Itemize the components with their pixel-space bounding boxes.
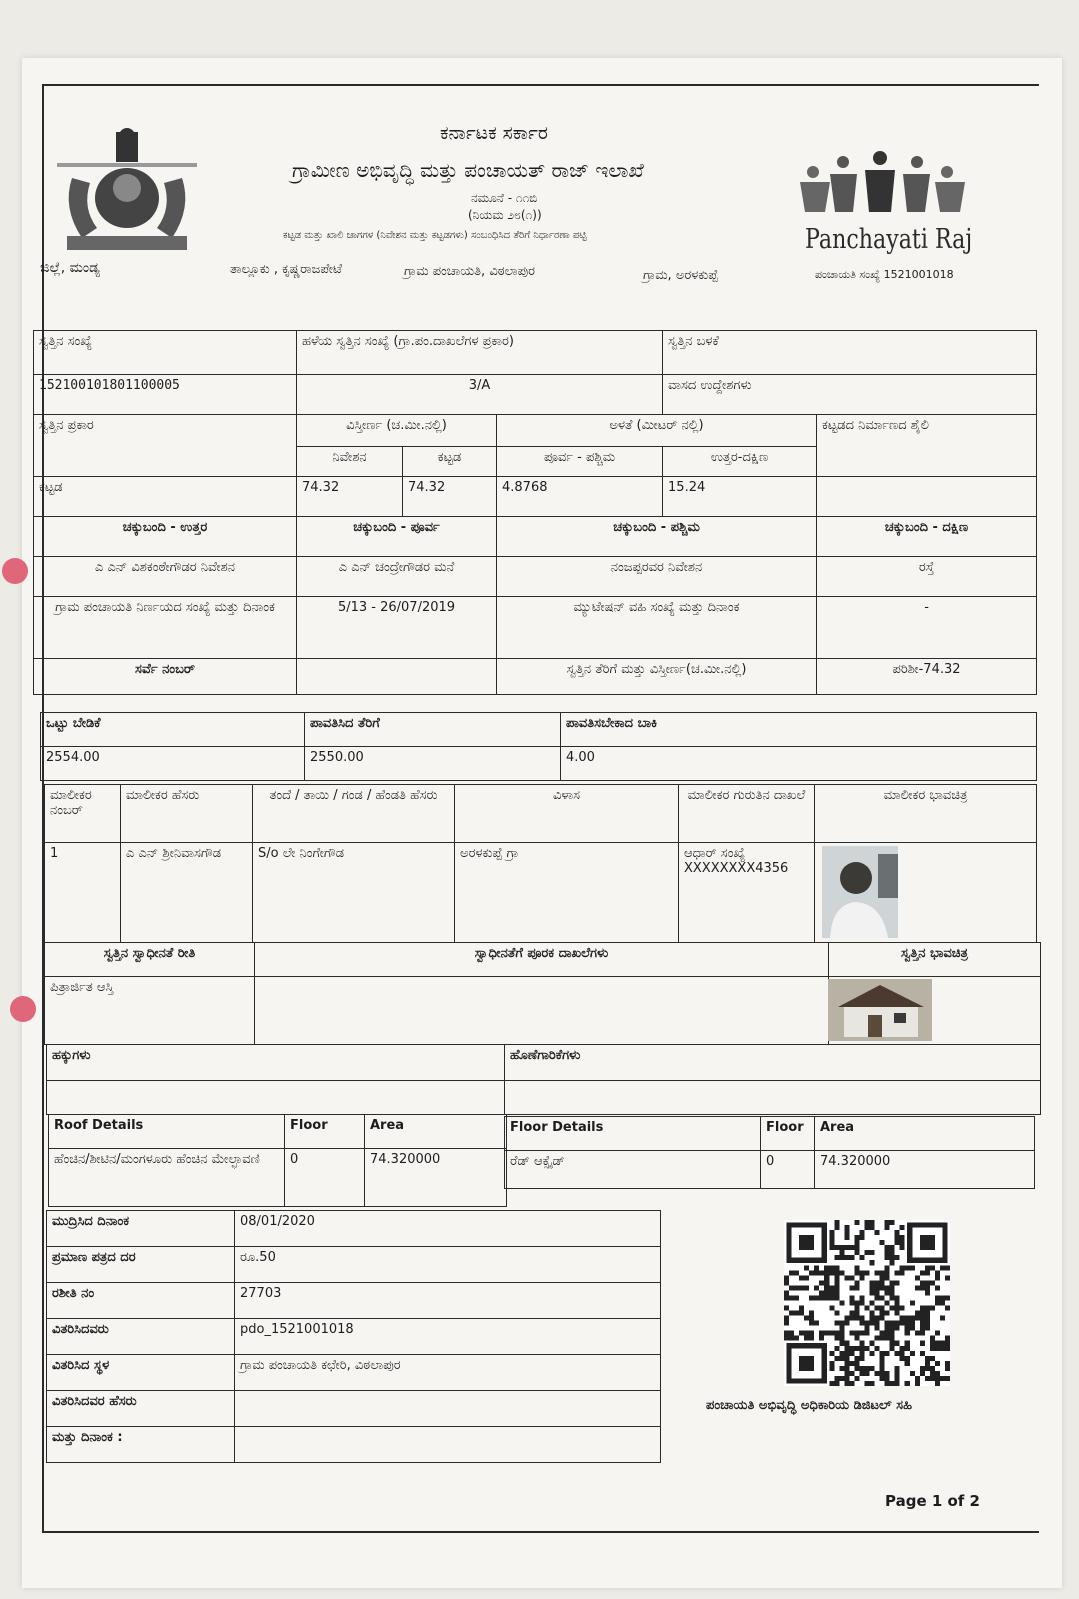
boundary-north-value: ಎ ಎನ್ ವಿಶಕಂಠೇಗೌಡರ ನಿವೇಶನ: [34, 557, 297, 597]
roof-floor-value: 0: [285, 1149, 365, 1207]
floor-floor-value: 0: [761, 1151, 815, 1189]
east-west-label: ಪೂರ್ವ - ಪಶ್ಚಿಮ: [497, 447, 663, 477]
floor-table: [504, 1116, 1035, 1189]
dimension-label: ಅಳತೆ (ಮೀಟರ್ ನಲ್ಲಿ): [497, 415, 817, 447]
owner-header-id: ಮಾಲೀಕರ ಗುರುತಿನ ದಾಖಲೆ: [679, 785, 815, 843]
floor-header-area: Area: [815, 1117, 1035, 1151]
payment-table: [40, 712, 1037, 781]
acquisition-docs-label: ಸ್ವಾಧೀನತೆಗೆ ಪೂರಕ ದಾಖಲೆಗಳು: [255, 943, 829, 977]
header-department: ಗ್ರಾಮೀಣ ಅಭಿವೃದ್ಧಿ ಮತ್ತು ಪಂಚಾಯತ್ ರಾಜ್ ಇಲಾಖೆ: [292, 158, 644, 182]
demand-label: ಒಟ್ಟು ಬೇಡಿಕೆ: [41, 713, 305, 747]
boundary-south-label: ಚಕ್ಕುಬಂದಿ - ದಕ್ಷಿಣ: [817, 517, 1037, 557]
mutation-label: ಮ್ಯುಟೇಷನ್ ವಹಿ ಸಂಖ್ಯೆ ಮತ್ತು ದಿನಾಂಕ: [497, 597, 817, 659]
roof-header-area: Area: [365, 1115, 507, 1149]
roof-header-floor: Floor: [285, 1115, 365, 1149]
rights-label: ಹಕ್ಕುಗಳು: [47, 1045, 505, 1081]
paid-label: ಪಾವತಿಸಿದ ತೆರಿಗೆ: [305, 713, 561, 747]
and-date-value: [235, 1427, 661, 1463]
fee-label: ಪ್ರಮಾಣ ಪತ್ರದ ದರ: [47, 1247, 235, 1283]
property-type-value: ಕಟ್ಟಡ: [34, 477, 297, 517]
east-west-value: 4.8768: [497, 477, 663, 517]
owner-header-relation: ತಂದೆ / ತಾಯಿ / ಗಂಡ / ಹೆಂಡತಿ ಹೆಸರು: [253, 785, 455, 843]
receipt-value: 27703: [235, 1283, 661, 1319]
header-district: ಜಿಲ್ಲೆ, ಮಂಡ್ಯ: [40, 260, 100, 276]
building-area-value: 74.32: [403, 477, 497, 517]
owner-number: 1: [45, 843, 121, 943]
acquisition-docs-value: [255, 977, 829, 1045]
owner-id-doc: ಆಧಾರ್ ಸಂಖ್ಯೆ XXXXXXXX4356: [679, 843, 815, 943]
owner-photo: [822, 846, 898, 938]
property-photo-label: ಸ್ವತ್ತಿನ ಭಾವಚಿತ್ರ: [829, 943, 1041, 977]
issuer-name-value: [235, 1391, 661, 1427]
roof-area-value: 74.320000: [365, 1149, 507, 1207]
tax-area-value: ಪರಿಶೀ-74.32: [817, 659, 1037, 695]
issue-place-label: ವಿತರಿಸಿದ ಸ್ಥಳ: [47, 1355, 235, 1391]
punch-hole-mark: [10, 996, 36, 1022]
issue-place-value: ಗ್ರಾಮ ಪಂಚಾಯತಿ ಕಛೇರಿ, ವಿಠಲಾಪುರ: [235, 1355, 661, 1391]
acquisition-method-value: ಪಿತ್ರಾರ್ಜಿತ ಆಸ್ತಿ: [45, 977, 255, 1045]
property-id-value: 152100101801100005: [34, 375, 297, 415]
and-date-label: ಮತ್ತು ದಿನಾಂಕ :: [47, 1427, 235, 1463]
acquisition-method-label: ಸ್ವತ್ತಿನ ಸ್ವಾಧೀನತೆ ರೀತಿ: [45, 943, 255, 977]
build-style-value: [817, 477, 1037, 517]
survey-value: [297, 659, 497, 695]
boundary-west-label: ಚಕ್ಕುಬಂದಿ - ಪಶ್ಚಿಮ: [497, 517, 817, 557]
balance-label: ಪಾವತಿಸಬೇಕಾದ ಬಾಕಿ: [561, 713, 1037, 747]
site-area-value: 74.32: [297, 477, 403, 517]
header-state: ಕರ್ನಾಟಕ ಸರ್ಕಾರ: [440, 122, 548, 144]
karnataka-emblem-icon: [52, 128, 202, 258]
header-taluk: ತಾಲ್ಲೂಕು , ಕೃಷ್ಣರಾಜಪೇಟೆ: [230, 262, 343, 277]
rights-table: [46, 1044, 1041, 1115]
page-number: Page 1 of 2: [885, 1492, 980, 1510]
building-label: ಕಟ್ಟಡ: [403, 447, 497, 477]
property-id-label: ಸ್ವತ್ತಿನ ಸಂಖ್ಯೆ: [34, 331, 297, 375]
gp-resolution-value: 5/13 - 26/07/2019: [297, 597, 497, 659]
north-south-label: ಉತ್ತರ-ದಕ್ಷಿಣ: [663, 447, 817, 477]
header-rule: (ನಿಯಮ ೨೮(೧)): [468, 208, 542, 222]
owner-header-address: ವಿಳಾಸ: [455, 785, 679, 843]
survey-label: ಸರ್ವೆ ನಂಬರ್: [34, 659, 297, 695]
owner-name: ಎ ಎನ್ ಶ್ರೀನಿವಾಸಗೌಡ: [121, 843, 253, 943]
property-photo: [828, 979, 932, 1041]
usage-value: ವಾಸದ ಉದ್ದೇಶಗಳು: [663, 375, 1037, 415]
owner-relation: S/o ಲೇ ನಿಂಗೇಗೌಡ: [253, 843, 455, 943]
balance-value: 4.00: [561, 747, 1037, 781]
boundary-west-value: ನಂಜಪ್ಪರವರ ನಿವೇಶನ: [497, 557, 817, 597]
roof-header-type: Roof Details: [49, 1115, 285, 1149]
owner-header-name: ಮಾಲೀಕರ ಹೆಸರು: [121, 785, 253, 843]
property-table: [33, 330, 1037, 695]
issuer-name-label: ವಿತರಿಸಿದವರ ಹೆಸರು: [47, 1391, 235, 1427]
receipt-label: ರಶೀತಿ ನಂ: [47, 1283, 235, 1319]
header-form: ನಮೂನೆ - ೧೧ಬಿ: [471, 191, 538, 205]
north-south-value: 15.24: [663, 477, 817, 517]
issuer-label: ವಿತರಿಸಿದವರು: [47, 1319, 235, 1355]
area-label: ವಿಸ್ತೀರ್ಣ (ಚ.ಮೀ.ನಲ್ಲಿ): [297, 415, 497, 447]
old-id-label: ಹಳೆಯ ಸ್ವತ್ತಿನ ಸಂಖ್ಯೆ (ಗ್ರಾ.ಪಂ.ದಾಖಲೆಗಳ ಪ್ರಕಾರ): [297, 331, 663, 375]
gp-resolution-label: ಗ್ರಾಮ ಪಂಚಾಯತಿ ನಿರ್ಣಯದ ಸಂಖ್ಯೆ ಮತ್ತು ದಿನಾಂಕ: [34, 597, 297, 659]
logo-text: Panchayati Raj: [805, 224, 973, 255]
paid-value: 2550.00: [305, 747, 561, 781]
floor-type-value: ರೆಡ್ ಆಕ್ಸೈಡ್: [505, 1151, 761, 1189]
build-style-label: ಕಟ್ಟಡದ ನಿರ್ಮಾಣದ ಶೈಲಿ: [817, 415, 1037, 477]
roof-table: [48, 1114, 507, 1207]
punch-hole-mark: [2, 558, 28, 584]
old-id-value: 3/A: [297, 375, 663, 415]
fee-value: ರೂ.50: [235, 1247, 661, 1283]
roof-type-value: ಹೆಂಚಿನ/ಶೀಟಿನ/ಮಂಗಳೂರು ಹೆಂಚಿನ ಮೇಲ್ಛಾವಣಿ: [49, 1149, 285, 1207]
digital-signature-label: ಪಂಚಾಯತಿ ಅಭಿವೃದ್ಧಿ ಅಧಿಕಾರಿಯ ಡಿಜಿಟಲ್ ಸಹಿ: [706, 1398, 913, 1413]
logo-subtext: ಪಂಚಾಯತಿ ಸಂಖ್ಯೆ 1521001018: [815, 268, 954, 281]
header-description: ಕಟ್ಟಡ ಮತ್ತು ಖಾಲಿ ಜಾಗಗಳ (ನಿವೇಶನ ಮತ್ತು ಕಟ್ಟಡಗಳು) ಸಂಬಂಧಿಸಿದ ತೆರಿಗೆ ನಿರ್ಧಾರಣಾ ಪಟ್ಟಿ: [283, 230, 587, 241]
issuer-value: pdo_1521001018: [235, 1319, 661, 1355]
liabilities-value: [505, 1081, 1041, 1115]
usage-label: ಸ್ವತ್ತಿನ ಬಳಕೆ: [663, 331, 1037, 375]
property-type-label: ಸ್ವತ್ತಿನ ಪ್ರಕಾರ: [34, 415, 297, 477]
owner-address: ಅರಳಕುಪ್ಪೆ ಗ್ರಾ: [455, 843, 679, 943]
boundary-south-value: ರಸ್ತೆ: [817, 557, 1037, 597]
owner-header-photo: ಮಾಲೀಕರ ಭಾವಚಿತ್ರ: [815, 785, 1037, 843]
owner-header-number: ಮಾಲೀಕರ ನಂಬರ್: [45, 785, 121, 843]
tax-area-label: ಸ್ವತ್ತಿನ ತೆರಿಗೆ ಮತ್ತು ವಿಸ್ತೀರ್ಣ(ಚ.ಮೀ.ನಲ್ಲಿ): [497, 659, 817, 695]
print-date-value: 08/01/2020: [235, 1211, 661, 1247]
boundary-east-label: ಚಕ್ಕುಬಂದಿ - ಪೂರ್ವ: [297, 517, 497, 557]
demand-value: 2554.00: [41, 747, 305, 781]
mutation-value: -: [817, 597, 1037, 659]
header-village: ಗ್ರಾಮ, ಅರಳಕುಪ್ಪೆ: [643, 268, 719, 283]
print-table: [46, 1210, 661, 1463]
header-panchayat: ಗ್ರಾಮ ಪಂಚಾಯತಿ, ವಿಠಲಾಪುರ: [404, 264, 536, 279]
floor-area-value: 74.320000: [815, 1151, 1035, 1189]
floor-header-type: Floor Details: [505, 1117, 761, 1151]
rights-value: [47, 1081, 505, 1115]
site-label: ನಿವೇಶನ: [297, 447, 403, 477]
boundary-east-value: ಎ ಎನ್ ಚಂದ್ರೇಗೌಡರ ಮನೆ: [297, 557, 497, 597]
floor-header-floor: Floor: [761, 1117, 815, 1151]
liabilities-label: ಹೊಣೆಗಾರಿಕೆಗಳು: [505, 1045, 1041, 1081]
print-date-label: ಮುದ್ರಿಸಿದ ದಿನಾಂಕ: [47, 1211, 235, 1247]
qr-code-icon: [784, 1220, 950, 1386]
boundary-north-label: ಚಕ್ಕುಬಂದಿ - ಉತ್ತರ: [34, 517, 297, 557]
